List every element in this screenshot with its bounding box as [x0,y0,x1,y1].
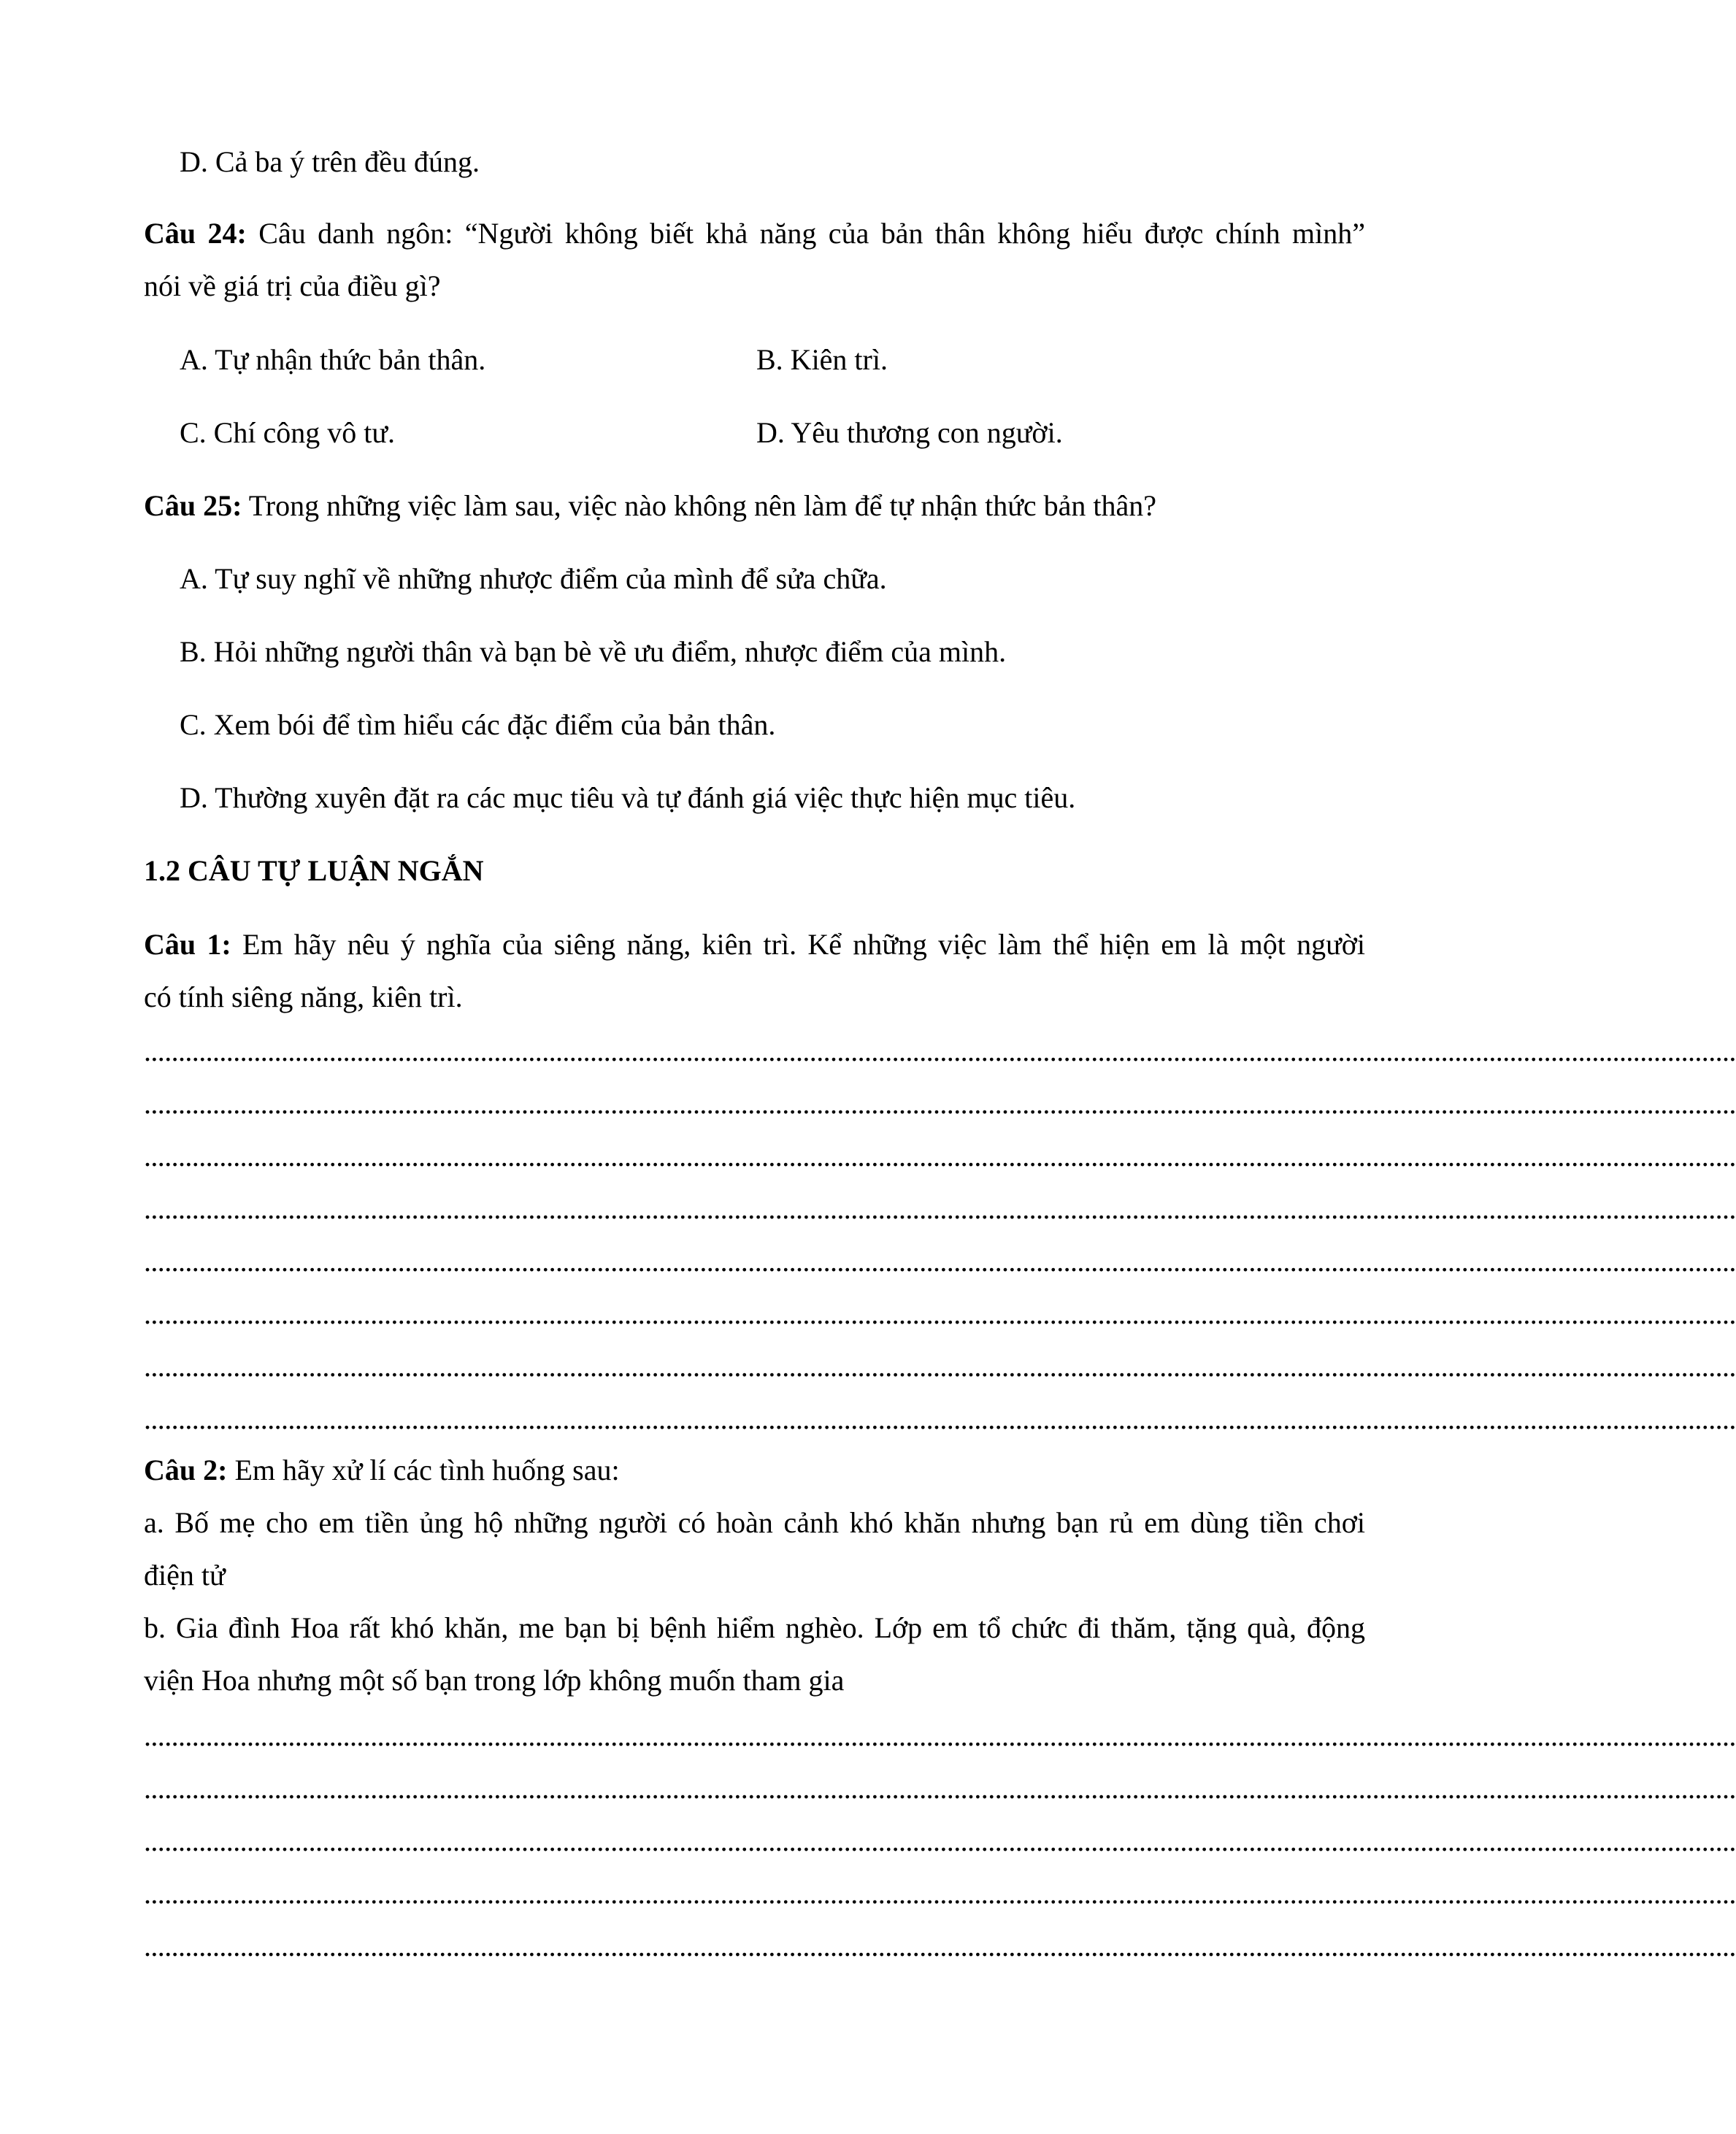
situation-a-line2: điện tử [144,1559,226,1592]
answer-line[interactable]: ........................................................................................................................................................................................................................................ [144,1877,1736,1910]
q24-option-b: B. Kiên trì. [756,343,888,376]
q25-option-d: D. Thường xuyên đặt ra các mục tiêu và tự đánh giá việc thực hiện mục tiêu. [180,781,1076,814]
q25-option-a: A. Tự suy nghĩ về những nhược điểm của mình để sửa chữa. [180,562,887,595]
answer-line[interactable]: ........................................................................................................................................................................................................................................ [144,1824,1736,1857]
answer-line[interactable]: ........................................................................................................................................................................................................................................ [144,1192,1736,1225]
q25-question [144,491,1156,521]
situation-b-line2: viện Hoa nhưng một số bạn trong lớp không muốn tham gia [144,1664,845,1697]
situation-a-line1: a. Bố mẹ cho em tiền ủng hộ những người có hoàn cảnh khó khăn nhưng bạn rủ em dùng tiền chơi [144,1506,1365,1539]
essay1-text-line2: có tính siêng năng, kiên trì. [144,980,463,1013]
q24-label: Câu 24: [144,217,247,250]
q24-option-a: A. Tự nhận thức bản thân. [180,343,486,376]
answer-line[interactable]: ........................................................................................................................................................................................................................................ [144,1772,1736,1805]
essay1-label: Câu 1: [144,928,231,961]
answer-line[interactable]: ........................................................................................................................................................................................................................................ [144,1930,1736,1962]
answer-line[interactable]: ........................................................................................................................................................................................................................................ [144,1035,1736,1067]
essay2-question [144,1456,620,1485]
essay1-question-line1 [144,930,1365,959]
q24-question-line1 [144,219,1365,248]
answer-line[interactable]: ........................................................................................................................................................................................................................................ [144,1402,1736,1435]
q24-text-line1: Câu danh ngôn: “Người không biết khả năng của bản thân không hiểu được chính mình” [258,217,1366,250]
answer-line[interactable]: ........................................................................................................................................................................................................................................ [144,1350,1736,1383]
situation-b-line1: b. Gia đình Hoa rất khó khăn, me bạn bị bệnh hiểm nghèo. Lớp em tổ chức đi thăm, tặng quà, động [144,1611,1365,1644]
answer-line[interactable]: ........................................................................................................................................................................................................................................ [144,1245,1736,1278]
essay2-text: Em hãy xử lí các tình huống sau: [234,1454,620,1486]
essay1-text-line1: Em hãy nêu ý nghĩa của siêng năng, kiên trì. Kể những việc làm thể hiện em là một người [242,928,1366,961]
q25-label: Câu 25: [144,489,242,522]
q25-option-c: C. Xem bói để tìm hiểu các đặc điểm của bản thân. [180,708,776,741]
answer-line[interactable]: ........................................................................................................................................................................................................................................ [144,1297,1736,1330]
answer-line[interactable]: ........................................................................................................................................................................................................................................ [144,1087,1736,1120]
q24-text-line2: nói về giá trị của điều gì? [144,269,441,302]
essay2-label: Câu 2: [144,1454,228,1486]
q25-option-b: B. Hỏi những người thân và bạn bè về ưu điểm, nhược điểm của mình. [180,635,1007,668]
section-title: 1.2 CÂU TỰ LUẬN NGẮN [144,854,484,887]
answer-line[interactable]: ........................................................................................................................................................................................................................................ [144,1719,1736,1752]
q24-option-c: C. Chí công vô tư. [180,416,396,449]
q25-text: Trong những việc làm sau, việc nào không nên làm để tự nhận thức bản thân? [248,489,1157,522]
q23-option-d: D. Cả ba ý trên đều đúng. [180,145,480,178]
answer-line[interactable]: ........................................................................................................................................................................................................................................ [144,1140,1736,1172]
q24-option-d: D. Yêu thương con người. [756,416,1063,449]
